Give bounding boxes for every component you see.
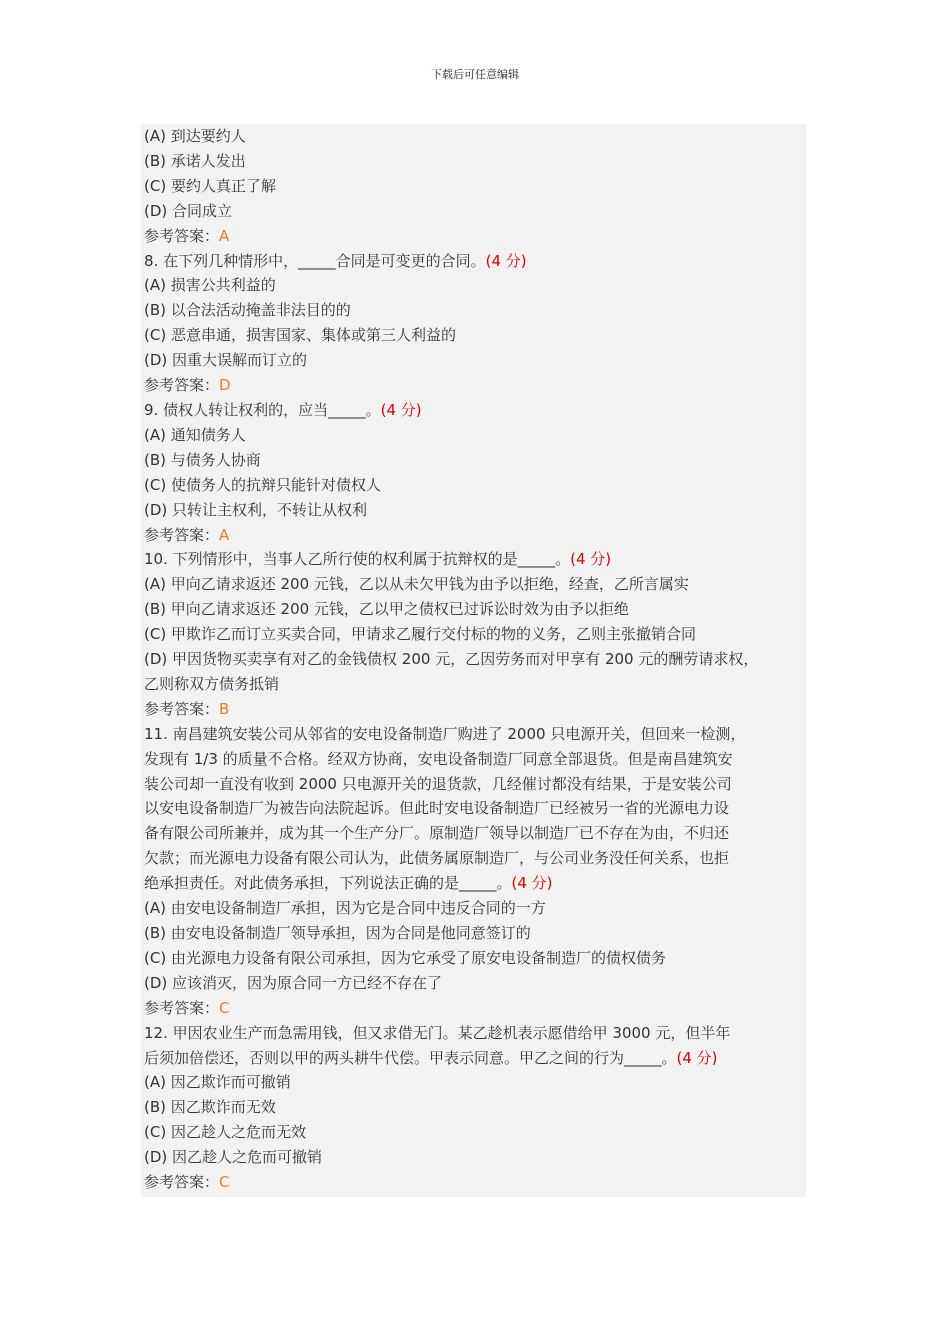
question-score: (4 分) (511, 874, 553, 893)
answer-label: 参考答案： (144, 376, 220, 395)
option-line: (C) 甲欺诈乙而订立买卖合同，甲请求乙履行交付标的物的义务，乙则主张撤销合同 (144, 625, 696, 644)
option-line: (D) 因乙趁人之危而可撤销 (144, 1148, 323, 1167)
question-text: 后须加倍偿还，否则以甲的两头耕牛代偿。甲表示同意。甲乙之间的行为_____。 (144, 1048, 677, 1067)
answer-label: 参考答案： (144, 525, 220, 544)
option-line: (D) 只转让主权利，不转让从权利 (144, 500, 368, 519)
option-line: (B) 因乙欺诈而无效 (144, 1098, 276, 1117)
question-line: 11. 南昌建筑安装公司从邻省的安电设备制造厂购进了 2000 只电源开关，但回来一检测， (144, 724, 746, 743)
answer-line (144, 523, 806, 548)
answer-value: C (219, 998, 230, 1017)
question-line (144, 398, 806, 423)
answer-value: A (219, 226, 230, 245)
answer-line (144, 1170, 806, 1195)
answer-value: B (219, 699, 230, 718)
question-line: 装公司却一直没有收到 2000 只电源开关的退货款，几经催讨都没有结果，于是安装公司 (144, 774, 732, 793)
option-line: (D) 应该消灭，因为原合同一方已经不存在了 (144, 973, 443, 992)
option-line: (C) 因乙趁人之危而无效 (144, 1123, 306, 1142)
answer-label: 参考答案： (144, 699, 220, 718)
question-line: 以安电设备制造厂为被告向法院起诉。但此时安电设备制造厂已经被另一省的光源电力设 (144, 799, 730, 818)
exam-content (141, 124, 806, 1197)
question-text: 绝承担责任。对此债务承担，下列说法正确的是_____。 (144, 874, 512, 893)
question-text: 9. 债权人转让权利的，应当_____。 (144, 400, 381, 419)
question-line: 发现有 1/3 的质量不合格。经双方协商，安电设备制造厂同意全部退货。但是南昌建筑安 (144, 749, 733, 768)
question-line (144, 547, 806, 572)
answer-label: 参考答案： (144, 226, 220, 245)
option-line: (C) 要约人真正了解 (144, 176, 276, 195)
question-line (144, 249, 806, 274)
answer-label: 参考答案： (144, 998, 220, 1017)
question-text: 8. 在下列几种情形中，_____合同是可变更的合同。 (144, 251, 486, 270)
answer-value: C (219, 1173, 230, 1192)
option-line: (A) 由安电设备制造厂承担，因为它是合同中违反合同的一方 (144, 899, 546, 918)
question-score: (4 分) (380, 400, 422, 419)
option-line: (C) 由光源电力设备有限公司承担，因为它承受了原安电设备制造厂的债权债务 (144, 948, 666, 967)
question-line: 12. 甲因农业生产而急需用钱，但又求借无门。某乙趁机表示愿借给甲 3000 元，但半年 (144, 1023, 731, 1042)
option-line: (B) 承诺人发出 (144, 151, 246, 170)
option-line: (B) 与债务人协商 (144, 450, 261, 469)
answer-value: D (219, 376, 231, 395)
option-line: (C) 恶意串通，损害国家、集体或第三人利益的 (144, 326, 456, 345)
question-line: 欠款；而光源电力设备有限公司认为，此债务属原制造厂，与公司业务没任何关系，也拒 (144, 849, 730, 868)
option-line: (C) 使债务人的抗辩只能针对债权人 (144, 475, 381, 494)
option-line: (B) 以合法活动掩盖非法目的的 (144, 301, 351, 320)
question-score: (4 分) (485, 251, 527, 270)
answer-label: 参考答案： (144, 1173, 220, 1192)
option-line: (A) 甲向乙请求返还 200 元钱，乙以从未欠甲钱为由予以拒绝，经查，乙所言属实 (144, 575, 689, 594)
question-score: (4 分) (676, 1048, 718, 1067)
answer-value: A (219, 525, 230, 544)
question-text: 10. 下列情形中，当事人乙所行使的权利属于抗辩权的是_____。 (144, 550, 571, 569)
answer-line (144, 697, 806, 722)
option-line: (A) 到达要约人 (144, 127, 246, 145)
option-line: (A) 损害公共利益的 (144, 276, 276, 295)
page-header: 下载后可任意编辑 (431, 68, 519, 81)
option-line: (A) 通知债务人 (144, 425, 246, 444)
option-line: (D) 因重大误解而订立的 (144, 351, 308, 370)
question-line (144, 1046, 806, 1071)
option-line: (D) 甲因货物买卖享有对乙的金钱债权 200 元，乙因劳务而对甲享有 200 元的酬劳请求权， (144, 650, 759, 669)
option-line: (A) 因乙欺诈而可撤销 (144, 1073, 291, 1092)
option-line: (D) 合同成立 (144, 201, 233, 220)
question-score: (4 分) (570, 550, 612, 569)
answer-line (144, 996, 806, 1021)
option-line: (B) 由安电设备制造厂领导承担，因为合同是他同意签订的 (144, 924, 531, 942)
answer-line (144, 224, 806, 249)
answer-line (144, 373, 806, 398)
question-line: 备有限公司所兼并，成为其一个生产分厂。原制造厂领导以制造厂已不存在为由，不归还 (144, 824, 730, 843)
question-line (144, 871, 806, 896)
option-line: (B) 甲向乙请求返还 200 元钱，乙以甲之债权已过诉讼时效为由予以拒绝 (144, 600, 629, 619)
option-line: 乙则称双方债务抵销 (144, 674, 280, 693)
